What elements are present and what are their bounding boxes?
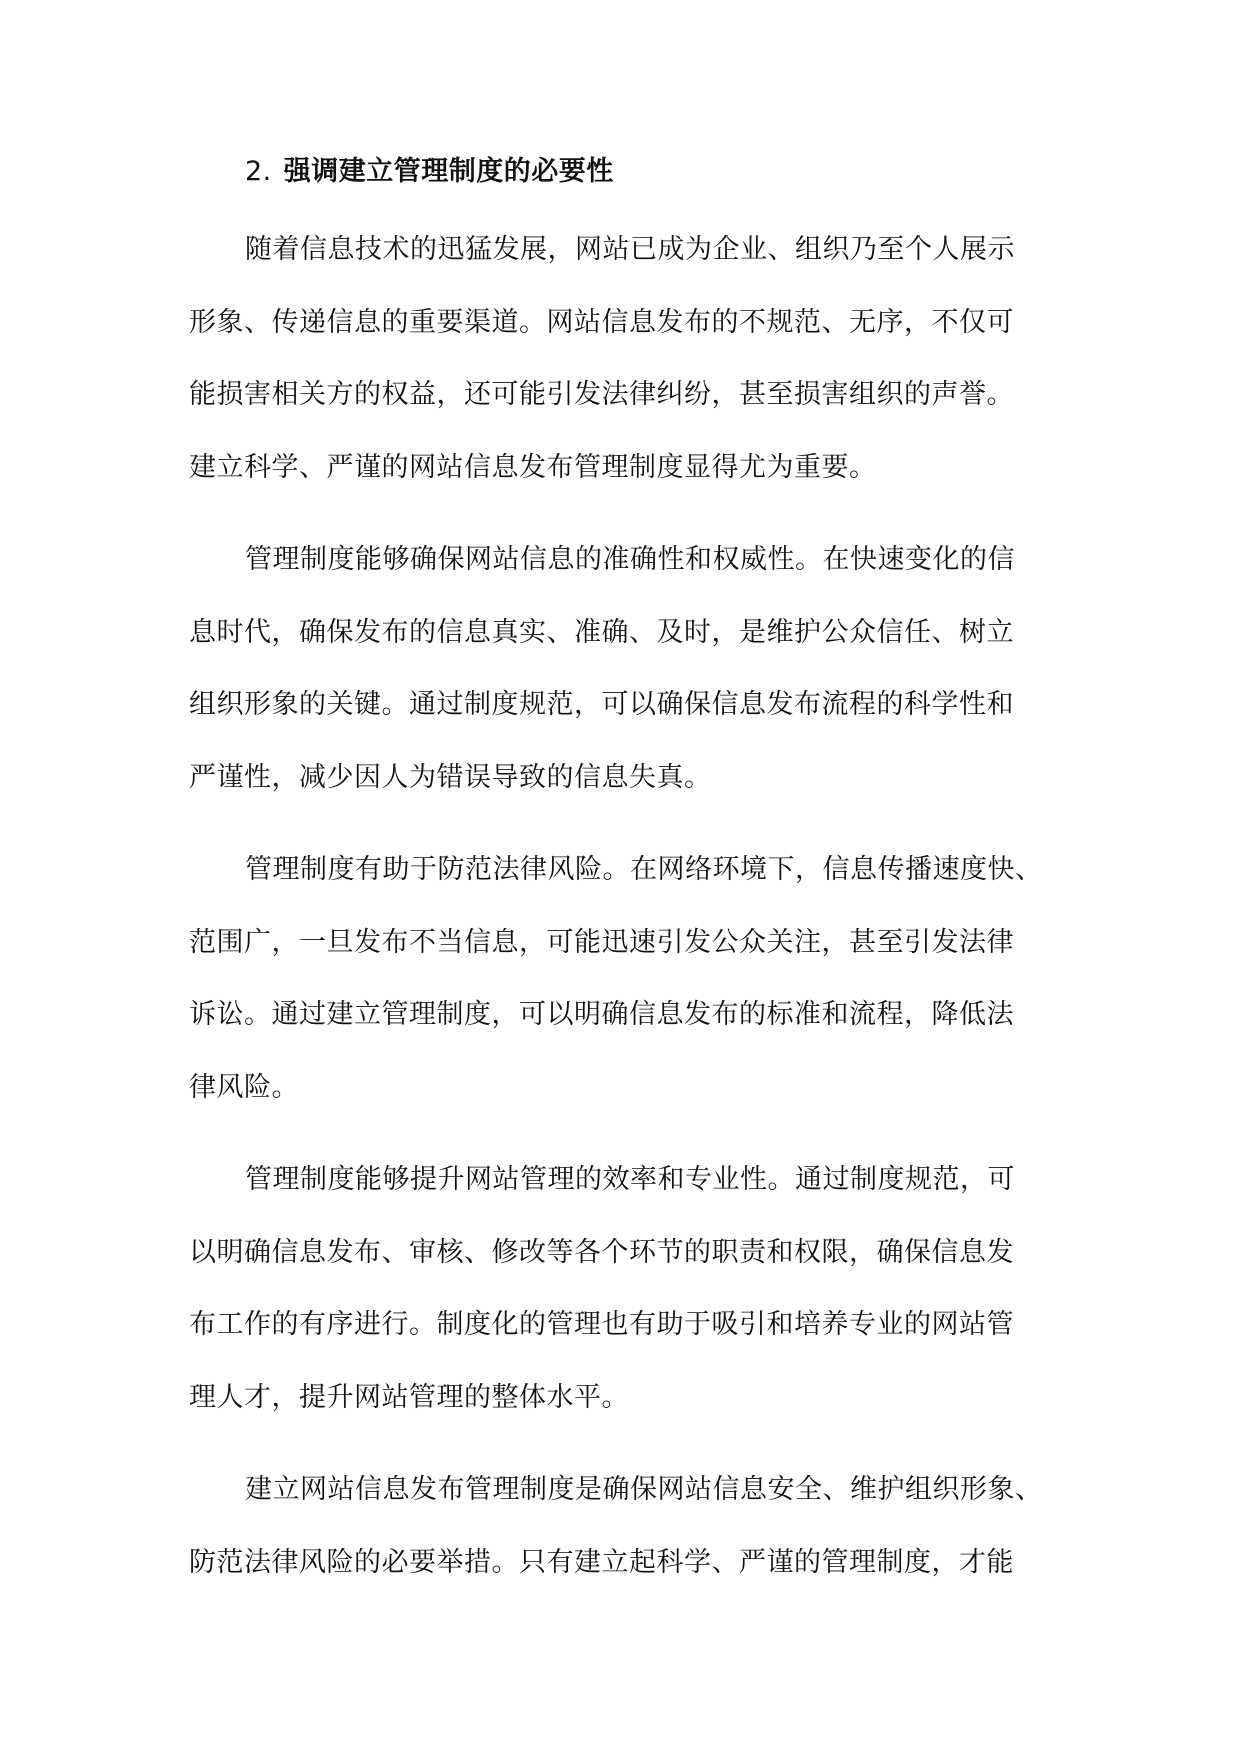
paragraph-line: 随着信息技术的迅猛发展，网站已成为企业、组织乃至个人展示 — [245, 234, 1015, 265]
paragraph-line: 严谨性，减少因人为错误导致的信息失真。 — [189, 761, 712, 793]
document-body — [189, 150, 1053, 1619]
paragraph-line: 范围广，一旦发布不当信息，可能迅速引发公众关注，甚至引发法律 — [189, 926, 1014, 958]
section-number: 2. — [245, 156, 272, 187]
paragraph-line: 布工作的有序进行。制度化的管理也有助于吸引和培养专业的网站管 — [189, 1309, 1014, 1340]
paragraph-line: 以明确信息发布、审核、修改等各个环节的职责和权限，确保信息发 — [189, 1236, 1014, 1268]
paragraph-2 — [189, 524, 1053, 814]
paragraph-3 — [189, 834, 1053, 1124]
paragraph-line: 形象、传递信息的重要渠道。网站信息发布的不规范、无序，不仅可 — [189, 306, 1014, 338]
paragraph-line: 防范法律风险的必要举措。只有建立起科学、严谨的管理制度，才能 — [189, 1546, 1014, 1578]
paragraph-line: 建立科学、严谨的网站信息发布管理制度显得尤为重要。 — [189, 451, 877, 483]
paragraph-1 — [189, 214, 1053, 504]
paragraph-line: 建立网站信息发布管理制度是确保网站信息安全、维护组织形象、 — [245, 1474, 1043, 1505]
paragraph-line: 管理制度能够提升网站管理的效率和专业性。通过制度规范，可 — [245, 1164, 1015, 1195]
paragraph-line: 组织形象的关键。通过制度规范，可以确保信息发布流程的科学性和 — [189, 689, 1014, 720]
paragraph-5 — [189, 1454, 1053, 1599]
paragraph-line: 诉讼。通过建立管理制度，可以明确信息发布的标准和流程，降低法 — [189, 999, 1014, 1030]
paragraph-line: 息时代，确保发布的信息真实、准确、及时，是维护公众信任、树立 — [189, 616, 1014, 648]
paragraph-line: 管理制度能够确保网站信息的准确性和权威性。在快速变化的信 — [245, 544, 1015, 575]
paragraph-line: 能损害相关方的权益，还可能引发法律纠纷，甚至损害组织的声誉。 — [189, 379, 1014, 410]
paragraph-line: 律风险。 — [189, 1071, 299, 1103]
paragraph-4 — [189, 1144, 1053, 1434]
paragraph-line: 理人才，提升网站管理的整体水平。 — [189, 1381, 629, 1413]
section-heading — [189, 150, 1053, 194]
section-title: 强调建立管理制度的必要性 — [283, 156, 614, 187]
paragraph-line: 管理制度有助于防范法律风险。在网络环境下，信息传播速度快、 — [245, 854, 1043, 885]
